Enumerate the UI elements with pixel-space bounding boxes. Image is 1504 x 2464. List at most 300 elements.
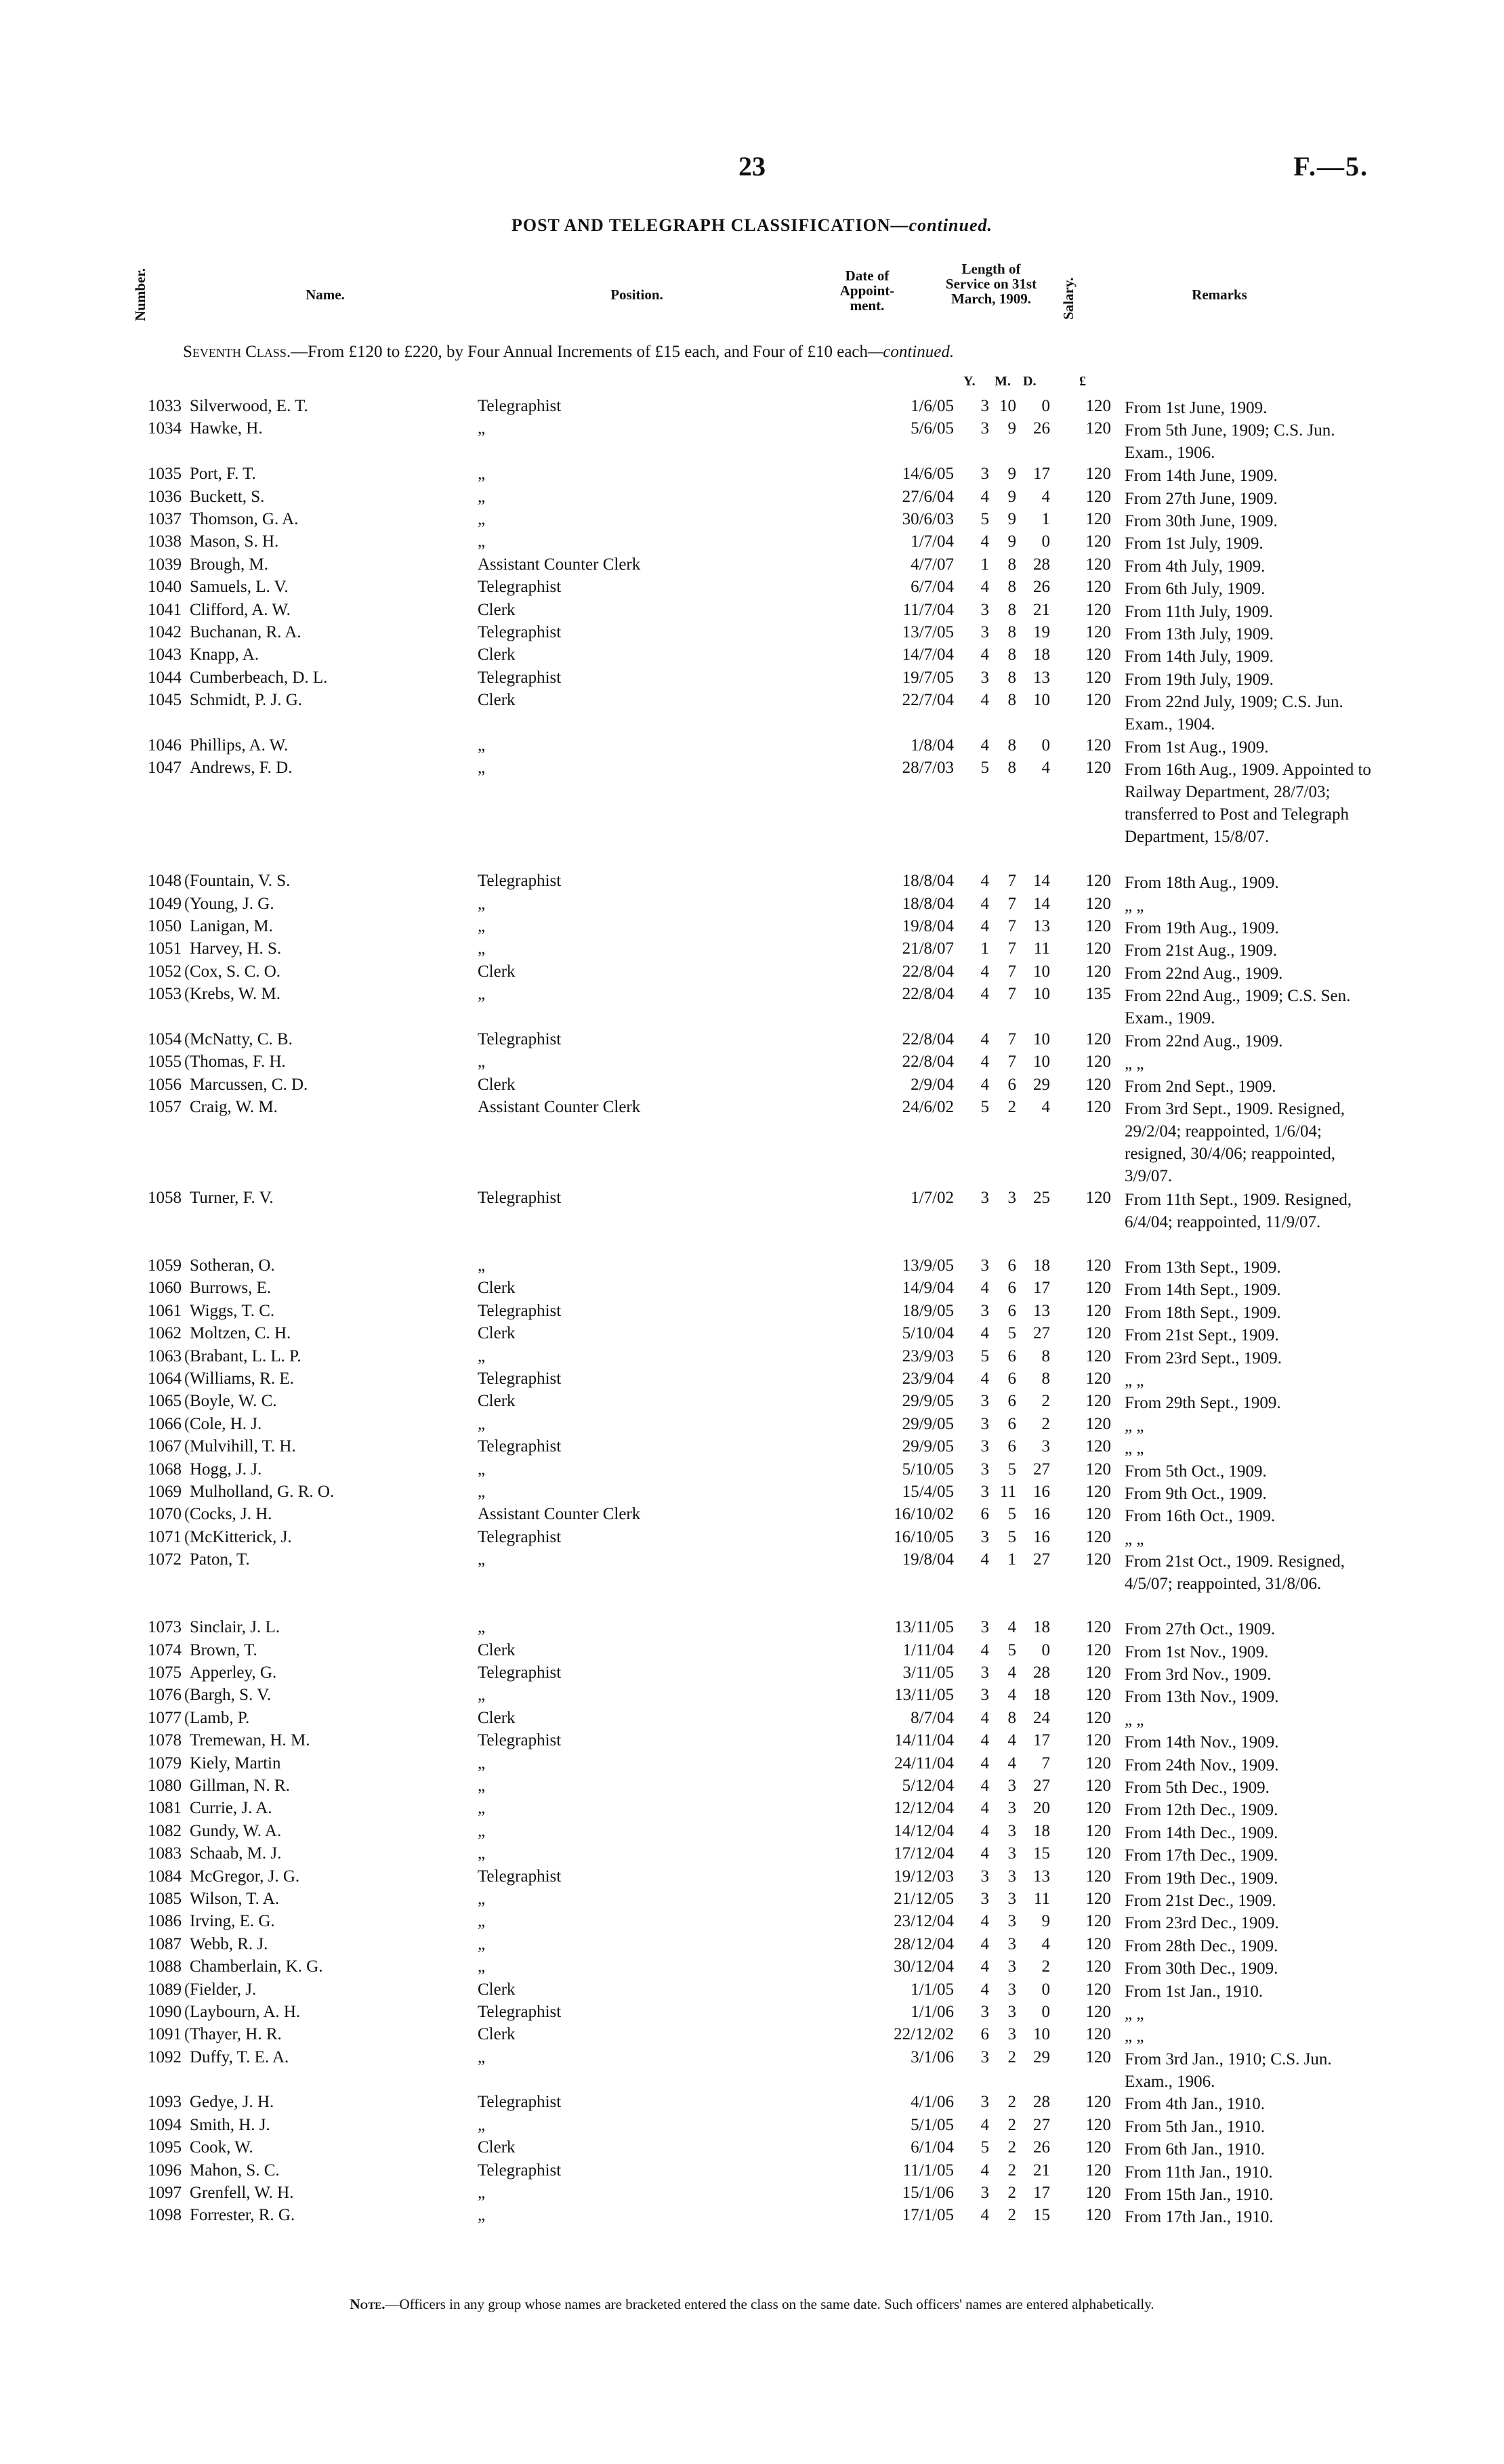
row-position: Clerk [478,1279,516,1298]
row-bracket: ( [184,872,190,891]
row-name: Smith, H. J. [190,2115,270,2134]
row-date: 24/11/04 [894,1754,954,1772]
row-date: 30/6/03 [902,509,954,528]
row-name: Gundy, W. A. [190,1821,282,1840]
row-months: 8 [1007,759,1016,778]
row-remarks: From 22nd Aug., 1909. [1125,1032,1283,1051]
row-remarks: From 12th Dec., 1909. [1125,1801,1278,1820]
row-months: 8 [1007,622,1016,641]
row-date: 28/12/04 [894,1934,954,1953]
row-bracket: ( [184,2025,190,2044]
table-row [135,1279,1369,1301]
row-date: 14/7/04 [902,645,954,664]
row-name: Gedye, J. H. [190,2093,274,2112]
row-salary: 120 [1085,1324,1111,1343]
row-number: 1038 [148,532,182,551]
row-name: Mulholland, G. R. O. [190,1482,335,1501]
row-months: 9 [1007,487,1016,506]
row-months: 2 [1007,2206,1016,2225]
header-remarks: Remarks [1192,286,1247,303]
row-name: Craig, W. M. [190,1098,278,1117]
row-salary: 120 [1085,1098,1111,1117]
row-position: Telegraphist [478,1731,562,1750]
row-name: Burrows, E. [190,1279,272,1298]
row-days: 13 [1033,1867,1050,1886]
row-days: 29 [1033,2047,1050,2066]
row-remarks: From 21st Aug., 1909. [1125,941,1278,960]
row-salary: 120 [1085,759,1111,778]
row-name: Port, F. T. [190,465,256,484]
row-years: 3 [980,1188,989,1207]
row-remarks: From 6th Jan., 1910. [1125,2140,1265,2159]
row-days: 16 [1033,1482,1050,1501]
row-name: Cumberbeach, D. L. [190,668,328,687]
row-months: 1 [1007,1550,1016,1569]
table-row [135,1550,1369,1618]
row-remarks: From 14th Sept., 1909. [1125,1281,1281,1300]
row-months: 2 [1007,2047,1016,2066]
row-remarks: From 6th July, 1909. [1125,580,1266,599]
row-remarks: From 14th Dec., 1909. [1125,1823,1278,1842]
row-date: 18/8/04 [902,872,954,891]
row-date: 18/8/04 [902,894,954,913]
row-months: 4 [1007,1663,1016,1682]
row-bracket: ( [184,1437,190,1456]
row-days: 26 [1033,2138,1050,2157]
row-number: 1075 [148,1663,182,1682]
row-position: „ [478,1256,486,1275]
row-remarks: From 5th June, 1909; C.S. Jun. Exam., 1906. [1125,421,1335,463]
row-position: „ [478,1618,486,1637]
row-days: 7 [1041,1754,1050,1772]
row-name: Andrews, F. D. [190,759,293,778]
row-remarks: From 5th Dec., 1909. [1125,1778,1270,1797]
row-remarks: From 29th Sept., 1909. [1125,1394,1281,1413]
row-date: 3/11/05 [902,1663,954,1682]
row-date: 11/7/04 [902,600,954,619]
row-remarks: From 1st Nov., 1909. [1125,1642,1269,1661]
row-number: 1045 [148,691,182,710]
row-position: „ [478,487,486,506]
row-position: Telegraphist [478,872,562,891]
header-number: Number. [132,268,148,321]
class-heading [183,343,1402,362]
row-position: Telegraphist [478,1188,562,1207]
row-years: 3 [980,1482,989,1501]
row-years: 4 [980,1821,989,1840]
table-row [135,601,1369,623]
row-position: Telegraphist [478,1867,562,1886]
row-salary: 120 [1085,939,1111,958]
row-salary: 120 [1085,1821,1111,1840]
row-months: 8 [1007,645,1016,664]
row-remarks: From 13th Nov., 1909. [1125,1688,1279,1707]
table-row [135,1912,1369,1934]
row-name: Buchanan, R. A. [190,622,301,641]
row-months: 7 [1007,1030,1016,1049]
row-months: 3 [1007,1889,1016,1908]
header-date: Date of Appoint-ment. [839,268,895,314]
row-years: 4 [980,532,989,551]
row-remarks: From 28th Dec., 1909. [1125,1936,1278,1955]
row-bracket: ( [184,1505,190,1524]
table-row [135,939,1369,962]
row-months: 7 [1007,872,1016,891]
row-salary: 120 [1085,1550,1111,1569]
row-days: 10 [1033,2025,1050,2044]
table-row [135,1189,1369,1256]
row-years: 4 [980,1324,989,1343]
row-name: Samuels, L. V. [190,578,289,597]
table-row [135,2003,1369,2025]
row-years: 6 [980,2025,989,2044]
row-name: Silverwood, E. T. [190,397,308,415]
row-name: McNatty, C. B. [190,1030,293,1049]
unit-pounds: £ [1079,374,1086,389]
row-number: 1093 [148,2093,182,2112]
table-row [135,1437,1369,1460]
row-number: 1066 [148,1414,182,1433]
row-number: 1061 [148,1301,182,1320]
row-name: Fountain, V. S. [190,872,291,891]
row-name: Thomson, G. A. [190,509,299,528]
row-number: 1057 [148,1098,182,1117]
row-days: 4 [1041,1098,1050,1117]
row-position: „ [478,736,486,755]
row-number: 1035 [148,465,182,484]
row-days: 13 [1033,1301,1050,1320]
row-number: 1040 [148,578,182,597]
row-salary: 120 [1085,917,1111,936]
row-days: 18 [1033,1256,1050,1275]
row-date: 29/9/05 [902,1414,954,1433]
table-row [135,488,1369,510]
row-days: 26 [1033,578,1050,597]
row-years: 4 [980,578,989,597]
row-number: 1034 [148,419,182,438]
row-number: 1085 [148,1889,182,1908]
row-date: 22/12/02 [894,2025,954,2044]
row-number: 1070 [148,1505,182,1524]
row-position: Clerk [478,1708,516,1727]
row-years: 5 [980,1346,989,1365]
table-row [135,578,1369,600]
row-salary: 120 [1085,1776,1111,1795]
row-position: „ [478,419,486,438]
row-name: Lanigan, M. [190,917,273,936]
class-label: Seventh Class [183,343,287,361]
row-years: 3 [980,1663,989,1682]
row-salary: 120 [1085,1754,1111,1772]
row-days: 27 [1033,1550,1050,1569]
row-days: 4 [1041,759,1050,778]
row-salary: 120 [1085,1934,1111,1953]
row-remarks: From 19th Dec., 1909. [1125,1869,1278,1888]
row-position: Assistant Counter Clerk [478,1098,641,1117]
row-position: Clerk [478,645,516,664]
row-name: Cole, H. J. [190,1414,262,1433]
row-date: 8/7/04 [911,1708,954,1727]
row-name: Kiely, Martin [190,1754,281,1772]
row-years: 3 [980,465,989,484]
table-row [135,1935,1369,1957]
row-salary: 120 [1085,1414,1111,1433]
row-name: Buckett, S. [190,487,265,506]
row-remarks: From 18th Aug., 1909. [1125,874,1279,893]
row-position: „ [478,1934,486,1953]
row-number: 1053 [148,985,182,1004]
row-bracket: ( [184,1392,190,1411]
row-date: 1/7/02 [911,1188,954,1207]
row-years: 4 [980,487,989,506]
row-remarks: From 17th Jan., 1910. [1125,2208,1274,2227]
row-months: 6 [1007,1392,1016,1411]
row-salary: 120 [1085,1030,1111,1049]
unit-years: Y. [963,374,976,389]
row-years: 4 [980,1957,989,1976]
row-days: 20 [1033,1799,1050,1818]
row-position: „ [478,1799,486,1818]
table-row [135,872,1369,894]
row-bracket: ( [184,2002,190,2021]
row-date: 1/6/05 [911,397,954,415]
row-days: 8 [1041,1346,1050,1365]
row-name: Brabant, L. L. P. [190,1346,301,1365]
row-date: 30/12/04 [894,1957,954,1976]
row-months: 3 [1007,1934,1016,1953]
row-months: 6 [1007,1437,1016,1456]
row-remarks: From 21st Sept., 1909. [1125,1326,1279,1345]
row-number: 1088 [148,1957,182,1976]
row-remarks: From 3rd Jan., 1910; C.S. Jun. Exam., 1906. [1125,2049,1332,2091]
row-remarks: „ „ [1125,2027,1144,2046]
table-row [135,1392,1369,1414]
row-days: 17 [1033,465,1050,484]
row-remarks: From 27th Oct., 1909. [1125,1620,1276,1639]
row-salary: 120 [1085,1980,1111,1999]
row-years: 3 [980,668,989,687]
row-date: 16/10/02 [894,1505,954,1524]
row-date: 18/9/05 [902,1301,954,1320]
table-row [135,1980,1369,2003]
row-salary: 120 [1085,509,1111,528]
row-remarks: From 14th July, 1909. [1125,647,1274,666]
row-position: Telegraphist [478,2002,562,2021]
row-number: 1044 [148,668,182,687]
row-date: 21/8/07 [902,939,954,958]
row-remarks: From 5th Jan., 1910. [1125,2117,1265,2136]
row-date: 23/9/03 [902,1346,954,1365]
row-date: 1/1/06 [911,2002,954,2021]
row-salary: 120 [1085,691,1111,710]
page-title [0,215,1504,236]
row-bracket: ( [184,1030,190,1049]
row-days: 14 [1033,872,1050,891]
row-position: Telegraphist [478,1301,562,1320]
row-months: 7 [1007,962,1016,981]
row-days: 15 [1033,1844,1050,1863]
row-days: 25 [1033,1188,1050,1207]
document-reference: F.—5. [1293,151,1369,182]
row-months: 3 [1007,1844,1016,1863]
row-remarks: „ „ [1125,2004,1144,2023]
row-name: Harvey, H. S. [190,939,282,958]
row-years: 3 [980,2093,989,2112]
row-days: 10 [1033,985,1050,1004]
row-position: Clerk [478,691,516,710]
row-remarks: From 16th Aug., 1909. Appointed to Railway Department, 28/7/03; transferred to Post and Telegraph Department, 15/8/07. [1125,761,1371,847]
row-months: 3 [1007,1912,1016,1931]
row-years: 4 [980,1279,989,1298]
table-row [135,1844,1369,1867]
row-date: 1/1/05 [911,1980,954,1999]
row-remarks: From 22nd July, 1909; C.S. Jun. Exam., 1904. [1125,693,1343,734]
row-days: 28 [1033,1663,1050,1682]
row-position: „ [478,1460,486,1479]
row-date: 17/12/04 [894,1844,954,1863]
row-position: „ [478,1414,486,1433]
table-row [135,1528,1369,1550]
row-name: Brough, M. [190,555,268,574]
row-name: McKitterick, J. [190,1527,292,1546]
row-position: Telegraphist [478,1030,562,1049]
row-name: Webb, R. J. [190,1934,268,1953]
row-remarks: From 30th Dec., 1909. [1125,1959,1278,1978]
row-number: 1094 [148,2115,182,2134]
row-salary: 120 [1085,645,1111,664]
row-remarks: From 17th Dec., 1909. [1125,1846,1278,1865]
row-name: Apperley, G. [190,1663,277,1682]
row-position: Telegraphist [478,1369,562,1388]
row-name: Phillips, A. W. [190,736,289,755]
row-days: 1 [1041,509,1050,528]
row-name: Clifford, A. W. [190,600,291,619]
table-row [135,397,1369,419]
unit-months: M. [995,374,1011,389]
row-number: 1082 [148,1821,182,1840]
row-position: „ [478,2047,486,2066]
row-date: 14/11/04 [894,1731,954,1750]
row-bracket: ( [184,1346,190,1365]
row-years: 3 [980,1867,989,1886]
row-salary: 120 [1085,600,1111,619]
row-months: 11 [999,1482,1016,1501]
row-date: 11/1/05 [902,2161,954,2180]
row-salary: 120 [1085,2093,1111,2112]
table-row [135,2184,1369,2206]
row-salary: 120 [1085,1369,1111,1388]
row-days: 17 [1033,1731,1050,1750]
row-date: 19/8/04 [902,1550,954,1569]
classification-table [135,397,1369,2229]
row-days: 2 [1041,1392,1050,1411]
table-row [135,1663,1369,1686]
row-position: Telegraphist [478,668,562,687]
row-name: Chamberlain, K. G. [190,1957,323,1976]
row-name: Moltzen, C. H. [190,1324,291,1343]
row-days: 15 [1033,2206,1050,2225]
row-days: 9 [1041,1912,1050,1931]
table-row [135,510,1369,532]
row-months: 7 [1007,917,1016,936]
note-text: —Officers in any group whose names are bracketed entered the class on the same date. Such officers' names are entered alphabetically. [385,2296,1154,2312]
table-row [135,2048,1369,2094]
row-months: 2 [1007,2138,1016,2157]
row-salary: 120 [1085,872,1111,891]
row-days: 4 [1041,487,1050,506]
row-position: Telegraphist [478,397,562,415]
row-years: 3 [980,1889,989,1908]
table-row [135,555,1369,578]
row-number: 1097 [148,2184,182,2203]
header-salary: Salary. [1060,277,1077,320]
row-name: Bargh, S. V. [190,1686,272,1705]
row-days: 10 [1033,1030,1050,1049]
row-remarks: „ „ [1125,896,1144,915]
row-days: 0 [1041,2002,1050,2021]
table-row [135,1369,1369,1392]
row-years: 3 [980,1437,989,1456]
row-days: 16 [1033,1505,1050,1524]
row-date: 23/9/04 [902,1369,954,1388]
table-row [135,1957,1369,1980]
row-number: 1084 [148,1867,182,1886]
row-remarks: From 18th Sept., 1909. [1125,1303,1281,1322]
row-number: 1065 [148,1392,182,1411]
row-days: 18 [1033,1686,1050,1705]
row-salary: 120 [1085,1912,1111,1931]
row-date: 22/8/04 [902,985,954,1004]
row-salary: 120 [1085,1731,1111,1750]
row-salary: 120 [1085,487,1111,506]
header-position: Position. [610,286,663,303]
row-position: „ [478,939,486,958]
row-name: Hogg, J. J. [190,1460,262,1479]
row-months: 7 [1007,894,1016,913]
class-text: .—From £120 to £220, by Four Annual Increments of £15 each, and Four of £10 each [286,343,869,361]
row-years: 3 [980,419,989,438]
row-salary: 120 [1085,397,1111,415]
row-name: Gillman, N. R. [190,1776,290,1795]
row-months: 7 [1007,1053,1016,1071]
row-number: 1048 [148,872,182,891]
row-salary: 120 [1085,1867,1111,1886]
row-date: 27/6/04 [902,487,954,506]
row-date: 22/8/04 [902,962,954,981]
row-remarks: From 22nd Aug., 1909. [1125,964,1283,983]
row-number: 1073 [148,1618,182,1637]
row-salary: 120 [1085,1640,1111,1659]
row-years: 5 [980,2138,989,2157]
row-salary: 120 [1085,578,1111,597]
row-years: 4 [980,1708,989,1727]
row-months: 2 [1007,1098,1016,1117]
row-months: 8 [1007,736,1016,755]
table-row [135,1460,1369,1483]
row-number: 1080 [148,1776,182,1795]
row-years: 4 [980,1030,989,1049]
row-salary: 120 [1085,1392,1111,1411]
row-position: „ [478,1912,486,1931]
row-name: Fielder, J. [190,1980,257,1999]
table-row [135,691,1369,736]
row-months: 3 [1007,1980,1016,1999]
row-name: Thayer, H. R. [190,2025,282,2044]
row-months: 7 [1007,939,1016,958]
row-name: Cook, W. [190,2138,253,2157]
row-number: 1067 [148,1437,182,1456]
row-salary: 120 [1085,2025,1111,2044]
